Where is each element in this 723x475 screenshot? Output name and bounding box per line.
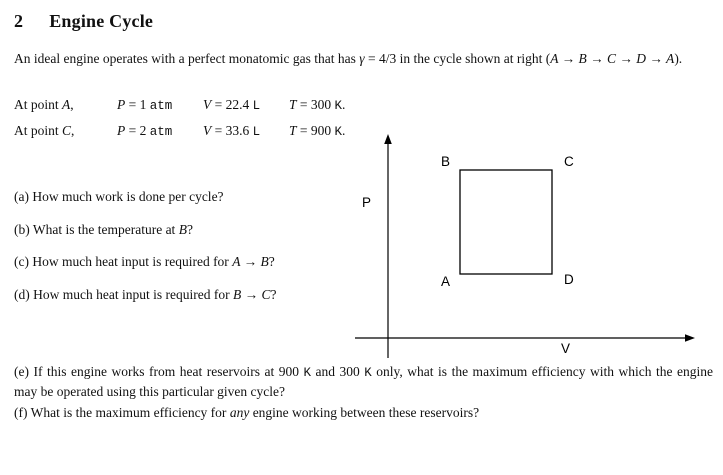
questions-list	[14, 188, 344, 318]
question-f-any: any	[229, 405, 250, 420]
diagram-label-a: A	[440, 274, 450, 289]
question-b-var: B	[178, 221, 187, 237]
question-a	[14, 188, 344, 206]
question-c-text: (c) How much heat input is required for	[14, 254, 233, 269]
question-b-post: ?	[186, 221, 193, 237]
point-c-temperature	[289, 123, 345, 139]
diagram-label-c: C	[564, 154, 574, 169]
diagram-label-d: D	[564, 272, 574, 287]
point-a-temperature	[289, 97, 345, 113]
question-a-text: (a) How much work is done per cycle?	[14, 189, 224, 204]
pressure-unit: atm	[149, 125, 173, 139]
temperature-symbol: T	[289, 123, 297, 138]
question-d-var: B → C	[232, 286, 271, 302]
pressure-axis-arrow	[384, 134, 392, 144]
pressure-symbol: P	[117, 97, 126, 112]
diagram-label-v: V	[561, 341, 571, 356]
point-a-volume	[203, 97, 289, 113]
gamma-symbol: γ	[359, 51, 365, 66]
temperature-unit: K	[334, 99, 343, 113]
section-title	[14, 11, 153, 32]
question-c-var: A → B	[232, 254, 269, 269]
intro-text-2: = 4/3 in the cycle shown at right (	[364, 51, 551, 66]
period: .	[342, 97, 346, 112]
volume-symbol: V	[203, 97, 212, 112]
pv-diagram-svg	[350, 133, 698, 363]
question-f	[14, 404, 713, 423]
volume-unit: L	[252, 99, 261, 113]
section-title-text: Engine Cycle	[49, 11, 154, 31]
question-c	[14, 253, 344, 271]
volume-unit: L	[252, 125, 261, 139]
cold-reservoir-value: 300	[339, 364, 365, 379]
cold-reservoir-unit: K	[364, 366, 372, 380]
point-a-label	[14, 97, 117, 113]
hot-reservoir-value: 900	[278, 364, 304, 379]
question-d-post: ?	[270, 286, 277, 302]
point-c-pressure	[117, 123, 203, 139]
point-a-row	[14, 92, 345, 118]
cycle-sequence: A → B → C → D → A	[550, 51, 675, 66]
volume-axis-arrow	[685, 334, 695, 342]
hot-reservoir-unit: K	[303, 366, 311, 380]
question-b	[14, 221, 344, 239]
question-e-post: only, what is the maximum efficiency with which the engine may be operated using this particular given cycle?	[14, 364, 714, 399]
period: .	[342, 123, 346, 138]
point-c-row	[14, 118, 345, 144]
diagram-label-p: P	[362, 195, 372, 210]
point-c-lead: At point	[14, 123, 63, 138]
question-e	[14, 363, 713, 401]
temperature-value: = 300	[296, 97, 335, 112]
section-number: 2	[14, 11, 24, 31]
cycle-rectangle	[460, 170, 552, 274]
temperature-value: = 900	[296, 123, 335, 138]
question-e-text: (e) If this engine works from heat reservoirs at	[14, 364, 279, 379]
point-c-comma: ,	[71, 123, 75, 138]
pressure-value: = 1	[125, 97, 150, 112]
volume-value: = 33.6	[211, 123, 253, 138]
point-a-comma: ,	[70, 97, 74, 112]
state-points	[14, 92, 345, 144]
point-c-var: C	[62, 123, 72, 138]
question-d-text: (d) How much heat input is required for	[14, 286, 233, 302]
point-a-pressure	[117, 97, 203, 113]
point-c-volume	[203, 123, 289, 139]
question-b-text: (b) What is the temperature at	[14, 221, 179, 237]
pressure-unit: atm	[149, 99, 173, 113]
question-c-post: ?	[268, 254, 275, 269]
volume-symbol: V	[203, 123, 212, 138]
question-f-text: (f) What is the maximum efficiency for	[14, 405, 230, 420]
point-a-lead: At point	[14, 97, 63, 112]
intro-text-3: ).	[674, 51, 683, 66]
question-d	[14, 286, 344, 304]
bottom-questions	[14, 363, 713, 423]
volume-value: = 22.4	[211, 97, 253, 112]
question-e-mid: and	[311, 364, 340, 379]
temperature-unit: K	[334, 125, 343, 139]
temperature-symbol: T	[289, 97, 297, 112]
intro-paragraph	[14, 50, 714, 68]
pressure-value: = 2	[125, 123, 150, 138]
intro-text-1: An ideal engine operates with a perfect monatomic gas that has	[14, 51, 360, 66]
pressure-symbol: P	[117, 123, 126, 138]
diagram-label-b: B	[440, 154, 450, 169]
pv-diagram	[350, 133, 698, 363]
point-c-label	[14, 123, 117, 139]
point-a-var: A	[62, 97, 71, 112]
question-f-post: engine working between these reservoirs?	[249, 405, 480, 420]
